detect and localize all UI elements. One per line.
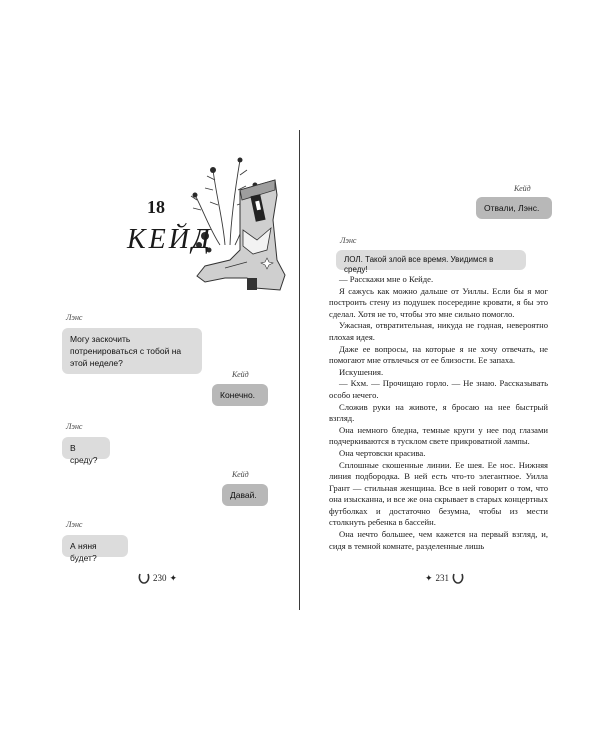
paragraph: Даже ее вопросы, на которые я не хочу отвечать, не помогают мне отвлечься от ее близости. Ее запаха. <box>329 343 548 366</box>
paragraph: Она нечто большее, чем кажется на первый взгляд, и, сидя в темной комнате, разделенные лишь <box>329 529 548 551</box>
sparkle-icon: ✦ <box>169 572 178 583</box>
page-number-right <box>425 572 464 584</box>
chapter-title: КЕЙД <box>127 224 213 255</box>
message-sender: Лэнс <box>340 236 357 245</box>
message-bubble: Могу заскочить потренироваться с тобой на этой неделе? <box>62 328 202 374</box>
message-bubble: А няня будет? <box>62 535 128 557</box>
message-sender: Лэнс <box>66 520 83 529</box>
message-sender: Кейд <box>514 184 531 193</box>
horseshoe-icon <box>138 572 150 584</box>
message-bubble: ЛОЛ. Такой злой все время. Увидимся в среду! <box>336 250 526 270</box>
message-sender: Лэнс <box>66 422 83 431</box>
paragraph: Она немного бледна, темные круги у нее под глазами подчеркиваются в тусклом свете прикроватной лампы. <box>329 424 548 447</box>
horseshoe-icon <box>452 572 464 584</box>
message-bubble: Давай. <box>222 484 268 506</box>
page-number: 230 <box>153 573 167 583</box>
message-sender: Кейд <box>232 470 249 479</box>
paragraph: Я сажусь как можно дальше от Уиллы. Если бы я мог построить стену из подушек посередине кровати, я бы это сделал. Хотя не то, чтобы это мне сильно помогло. <box>329 285 548 319</box>
message-sender: Кейд <box>232 370 249 379</box>
message-sender: Лэнс <box>66 313 83 322</box>
paragraph: — Расскажи мне о Кейде. <box>339 274 434 284</box>
message-bubble: В среду? <box>62 437 110 459</box>
chapter-number: 18 <box>147 197 165 217</box>
paragraph: Сплошные скошенные линии. Ее шея. Ее нос. Нижняя линия подбородка. В ней есть что-то элегантное. Уилла Грант — стильная женщина. Все в ней говорит о том, что она изысканна, и все же она скрывает в старых концертных футболках и достаточно безумна, чтобы из мести столкнуть ребенка в бассейн. <box>329 459 548 528</box>
paragraph: Сложив руки на животе, я бросаю на нее быстрый взгляд. <box>329 401 548 424</box>
left-page <box>0 0 299 750</box>
page-number-left <box>138 572 177 584</box>
body-text <box>329 274 548 552</box>
message-bubble: Отвали, Лэнс. <box>476 197 552 219</box>
page-number: 231 <box>435 573 450 583</box>
paragraph: Ужасная, отвратительная, никуда не годная, невероятно плохая идея. <box>329 320 548 342</box>
paragraph: Искушения. <box>339 366 384 377</box>
sparkle-icon: ✦ <box>425 572 433 583</box>
paragraph: Она чертовски красива. <box>339 447 426 458</box>
paragraph: — Кхм. — Прочищаю горло. — Не знаю. Рассказывать особо нечего. <box>329 378 548 400</box>
message-bubble: Конечно. <box>212 384 268 406</box>
